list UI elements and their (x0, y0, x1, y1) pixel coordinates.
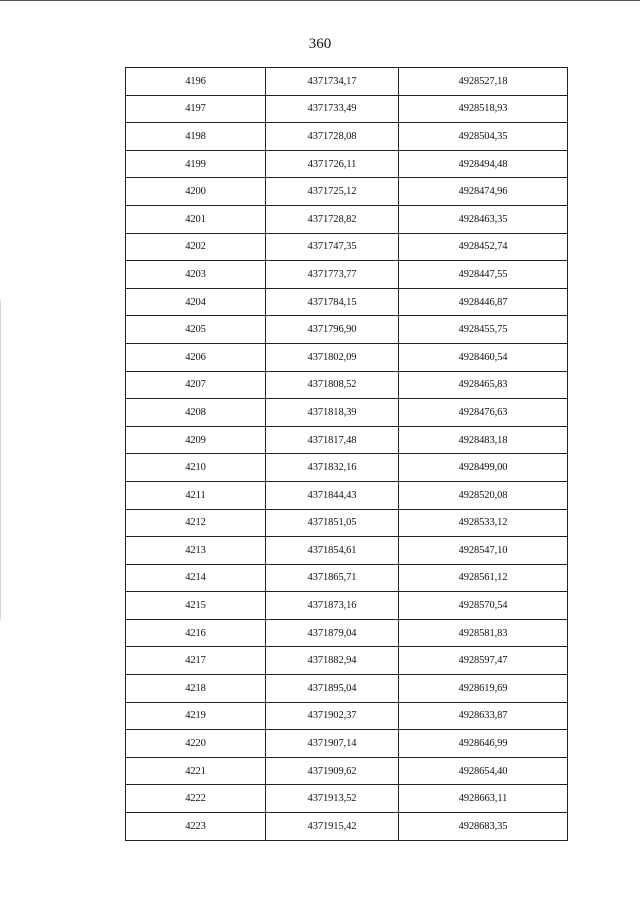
y-coordinate-cell: 4928476,63 (399, 399, 568, 427)
table-row (126, 509, 568, 537)
table-row (126, 730, 568, 758)
x-coordinate-cell: 4371909,62 (266, 757, 399, 785)
x-coordinate-cell: 4371784,15 (266, 288, 399, 316)
point-number-cell: 4208 (126, 399, 266, 427)
y-coordinate-cell: 4928527,18 (399, 68, 568, 96)
table-row (126, 426, 568, 454)
y-coordinate-cell: 4928465,83 (399, 371, 568, 399)
table-row (126, 619, 568, 647)
y-coordinate-cell: 4928474,96 (399, 178, 568, 206)
top-border-line (0, 0, 640, 1)
point-number-cell: 4197 (126, 95, 266, 123)
point-number-cell: 4202 (126, 233, 266, 261)
point-number-cell: 4200 (126, 178, 266, 206)
x-coordinate-cell: 4371907,14 (266, 730, 399, 758)
table-row (126, 288, 568, 316)
table-row (126, 702, 568, 730)
table-row (126, 343, 568, 371)
table-row (126, 564, 568, 592)
point-number-cell: 4210 (126, 454, 266, 482)
x-coordinate-cell: 4371802,09 (266, 343, 399, 371)
coordinates-table (125, 67, 568, 841)
table-row (126, 592, 568, 620)
x-coordinate-cell: 4371796,90 (266, 316, 399, 344)
table-row (126, 261, 568, 289)
y-coordinate-cell: 4928633,87 (399, 702, 568, 730)
x-coordinate-cell: 4371728,82 (266, 205, 399, 233)
x-coordinate-cell: 4371865,71 (266, 564, 399, 592)
table-row (126, 150, 568, 178)
y-coordinate-cell: 4928597,47 (399, 647, 568, 675)
x-coordinate-cell: 4371818,39 (266, 399, 399, 427)
point-number-cell: 4221 (126, 757, 266, 785)
x-coordinate-cell: 4371873,16 (266, 592, 399, 620)
point-number-cell: 4214 (126, 564, 266, 592)
x-coordinate-cell: 4371773,77 (266, 261, 399, 289)
table-row (126, 454, 568, 482)
y-coordinate-cell: 4928499,00 (399, 454, 568, 482)
point-number-cell: 4218 (126, 675, 266, 703)
y-coordinate-cell: 4928494,48 (399, 150, 568, 178)
y-coordinate-cell: 4928663,11 (399, 785, 568, 813)
x-coordinate-cell: 4371747,35 (266, 233, 399, 261)
y-coordinate-cell: 4928581,83 (399, 619, 568, 647)
y-coordinate-cell: 4928547,10 (399, 537, 568, 565)
point-number-cell: 4198 (126, 123, 266, 151)
table-row (126, 123, 568, 151)
y-coordinate-cell: 4928561,12 (399, 564, 568, 592)
y-coordinate-cell: 4928460,54 (399, 343, 568, 371)
x-coordinate-cell: 4371734,17 (266, 68, 399, 96)
y-coordinate-cell: 4928533,12 (399, 509, 568, 537)
point-number-cell: 4204 (126, 288, 266, 316)
table-row (126, 95, 568, 123)
x-coordinate-cell: 4371725,12 (266, 178, 399, 206)
point-number-cell: 4199 (126, 150, 266, 178)
point-number-cell: 4196 (126, 68, 266, 96)
x-coordinate-cell: 4371913,52 (266, 785, 399, 813)
table-row (126, 371, 568, 399)
y-coordinate-cell: 4928483,18 (399, 426, 568, 454)
y-coordinate-cell: 4928646,99 (399, 730, 568, 758)
x-coordinate-cell: 4371895,04 (266, 675, 399, 703)
y-coordinate-cell: 4928683,35 (399, 813, 568, 841)
coordinates-table-body (126, 68, 568, 841)
table-row (126, 813, 568, 841)
point-number-cell: 4205 (126, 316, 266, 344)
x-coordinate-cell: 4371882,94 (266, 647, 399, 675)
y-coordinate-cell: 4928654,40 (399, 757, 568, 785)
y-coordinate-cell: 4928520,08 (399, 481, 568, 509)
point-number-cell: 4217 (126, 647, 266, 675)
table-row (126, 675, 568, 703)
x-coordinate-cell: 4371728,08 (266, 123, 399, 151)
point-number-cell: 4219 (126, 702, 266, 730)
page-number: 360 (308, 36, 332, 52)
point-number-cell: 4212 (126, 509, 266, 537)
point-number-cell: 4211 (126, 481, 266, 509)
x-coordinate-cell: 4371915,42 (266, 813, 399, 841)
point-number-cell: 4215 (126, 592, 266, 620)
table-row (126, 647, 568, 675)
x-coordinate-cell: 4371726,11 (266, 150, 399, 178)
point-number-cell: 4222 (126, 785, 266, 813)
y-coordinate-cell: 4928452,74 (399, 233, 568, 261)
y-coordinate-cell: 4928570,54 (399, 592, 568, 620)
table-row (126, 785, 568, 813)
point-number-cell: 4207 (126, 371, 266, 399)
table-row (126, 537, 568, 565)
y-coordinate-cell: 4928447,55 (399, 261, 568, 289)
point-number-cell: 4220 (126, 730, 266, 758)
point-number-cell: 4216 (126, 619, 266, 647)
x-coordinate-cell: 4371808,52 (266, 371, 399, 399)
y-coordinate-cell: 4928518,93 (399, 95, 568, 123)
table-row (126, 399, 568, 427)
y-coordinate-cell: 4928446,87 (399, 288, 568, 316)
x-coordinate-cell: 4371844,43 (266, 481, 399, 509)
x-coordinate-cell: 4371879,04 (266, 619, 399, 647)
point-number-cell: 4206 (126, 343, 266, 371)
table-row (126, 178, 568, 206)
y-coordinate-cell: 4928504,35 (399, 123, 568, 151)
x-coordinate-cell: 4371854,61 (266, 537, 399, 565)
table-row (126, 481, 568, 509)
y-coordinate-cell: 4928619,69 (399, 675, 568, 703)
x-coordinate-cell: 4371817,48 (266, 426, 399, 454)
point-number-cell: 4201 (126, 205, 266, 233)
table-row (126, 233, 568, 261)
table-row (126, 205, 568, 233)
point-number-cell: 4203 (126, 261, 266, 289)
x-coordinate-cell: 4371851,05 (266, 509, 399, 537)
y-coordinate-cell: 4928455,75 (399, 316, 568, 344)
table-row (126, 68, 568, 96)
x-coordinate-cell: 4371832,16 (266, 454, 399, 482)
point-number-cell: 4223 (126, 813, 266, 841)
point-number-cell: 4209 (126, 426, 266, 454)
table-row (126, 757, 568, 785)
x-coordinate-cell: 4371733,49 (266, 95, 399, 123)
y-coordinate-cell: 4928463,35 (399, 205, 568, 233)
scan-edge-mark (0, 300, 1, 620)
table-row (126, 316, 568, 344)
x-coordinate-cell: 4371902,37 (266, 702, 399, 730)
point-number-cell: 4213 (126, 537, 266, 565)
